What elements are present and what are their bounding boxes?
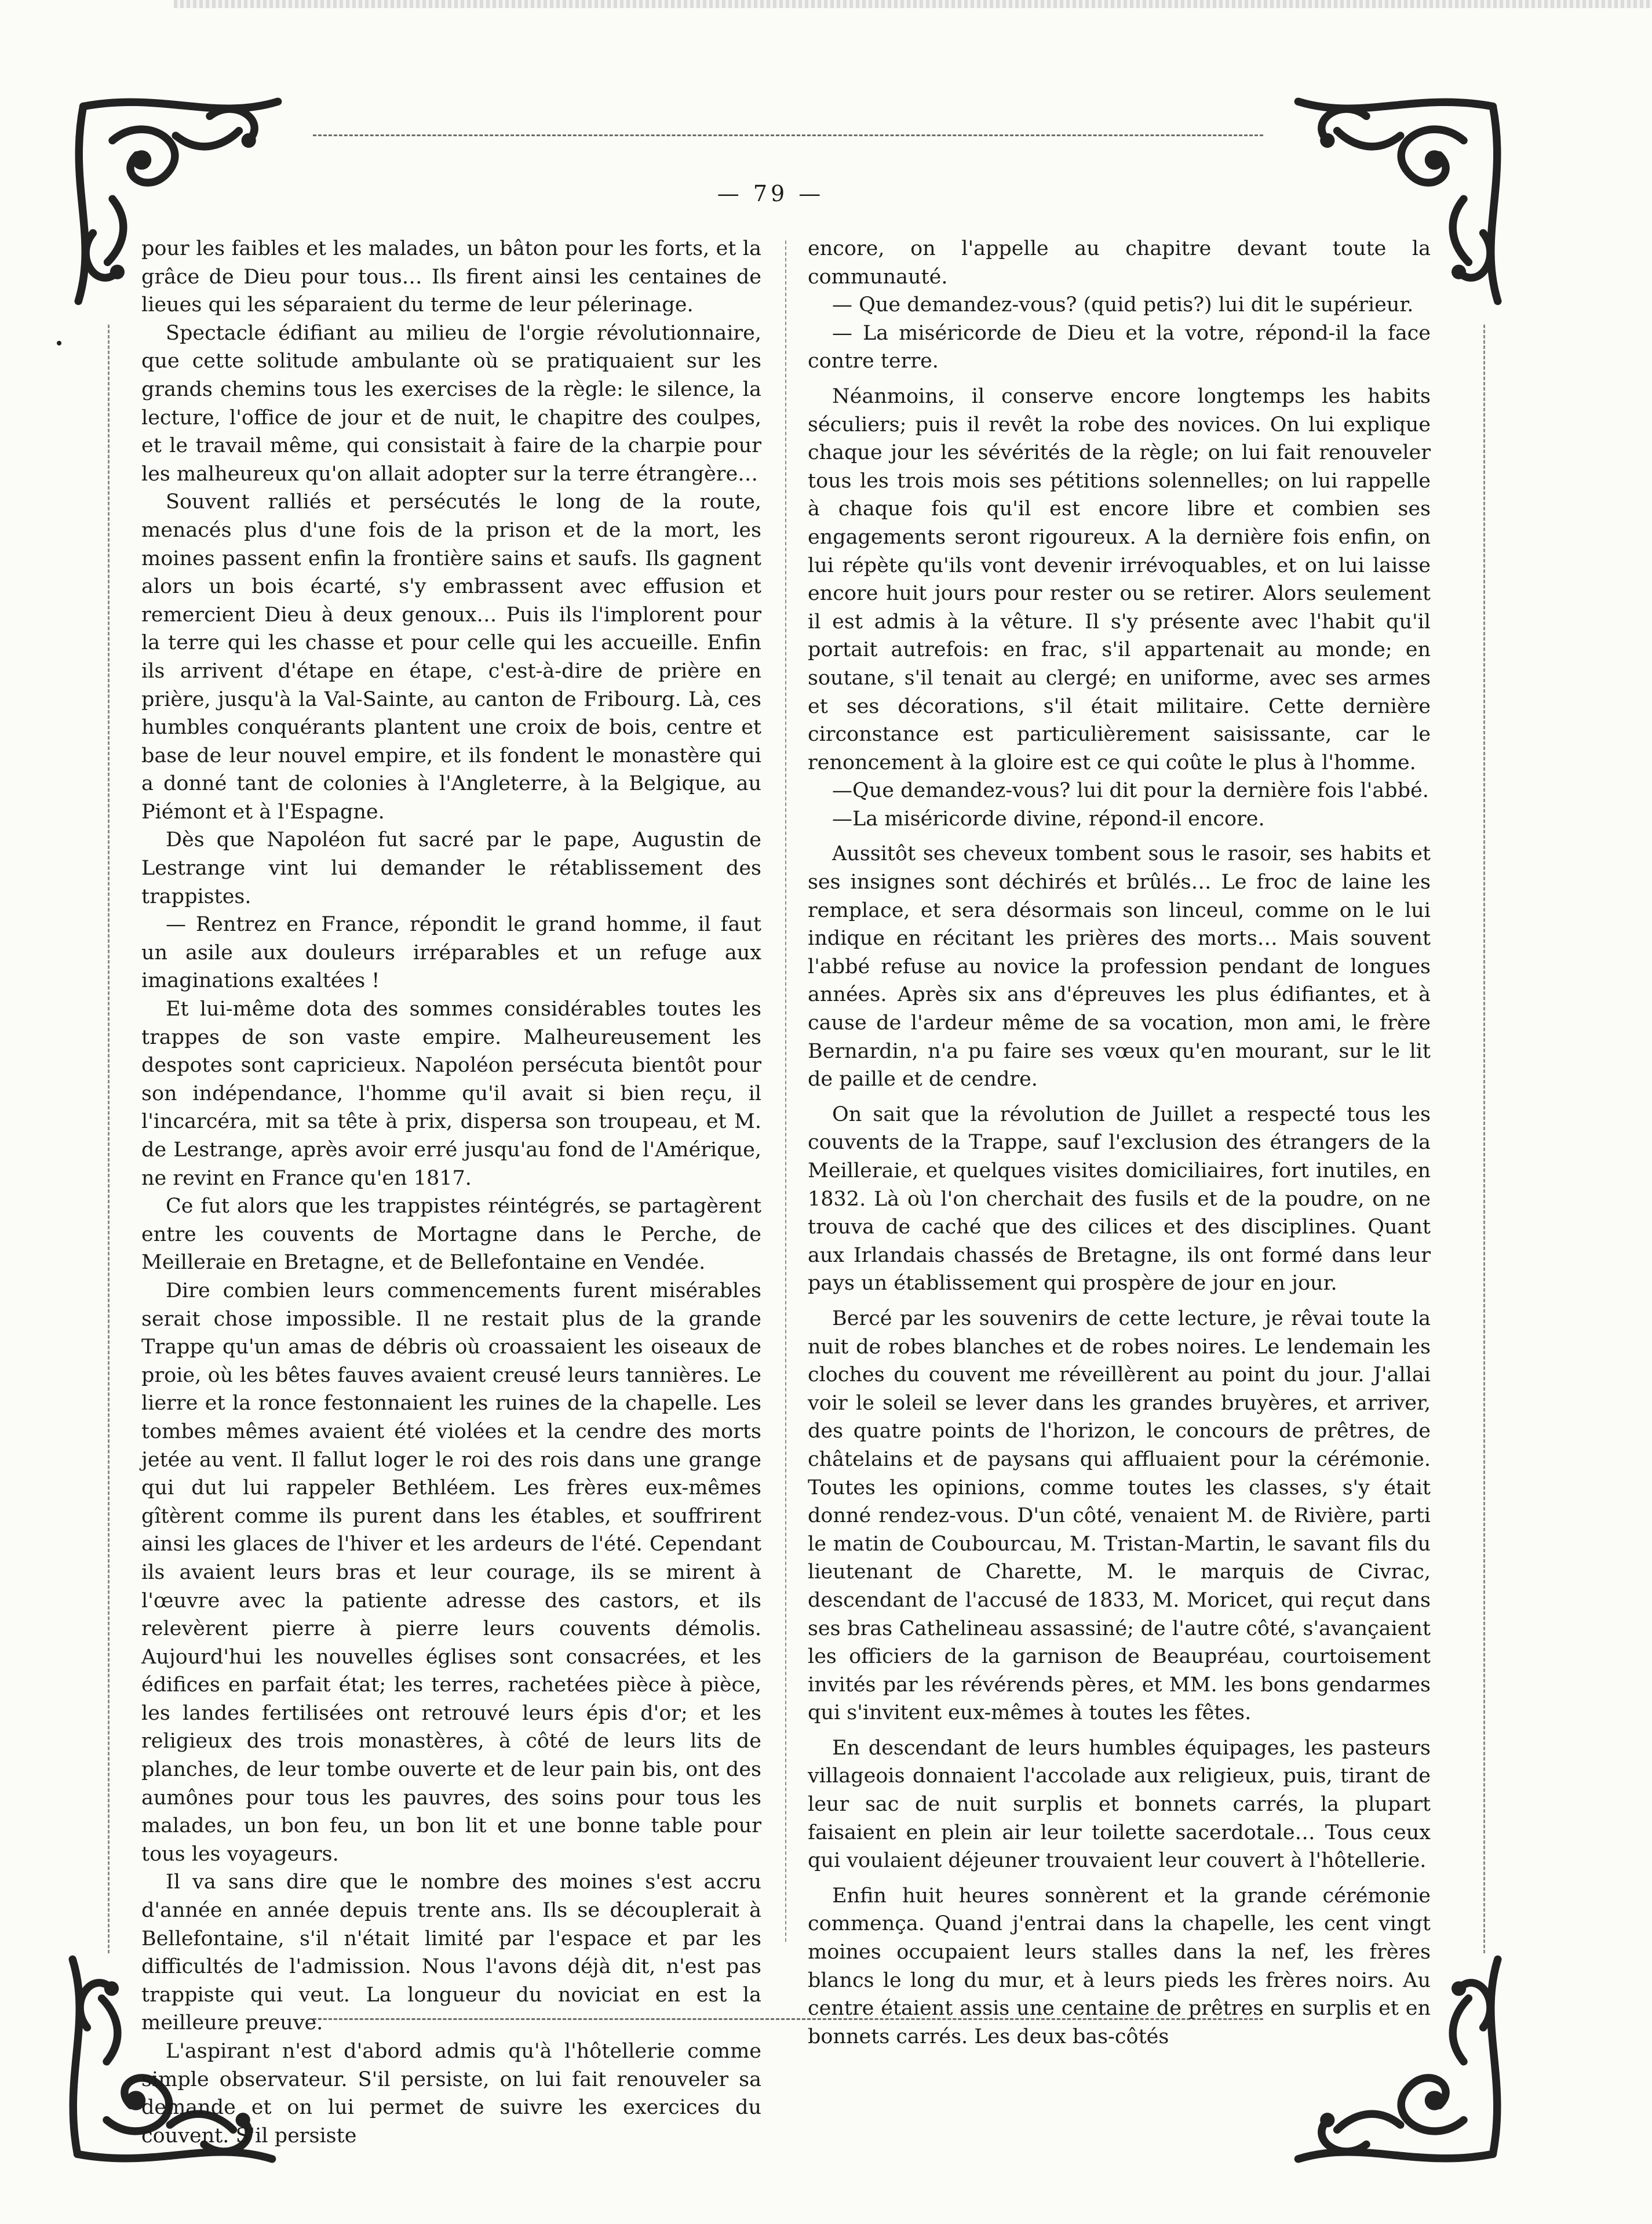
paragraph: Et lui-même dota des sommes considérables toutes les trappes de son vaste empire. Malheureusement les despotes sont capricieux. Napoléon persécuta bientôt pour son indépendance, l'homme qu'il avait si bien reçu, il l'incarcéra, mit sa tête à prix, dispersa son troupeau, et M. de Lestrange, après avoir erré jusqu'au fond de l'Amérique, ne revint en France qu'en 1817. xyxy=(141,998,761,1190)
paragraph: —Que demandez-vous? lui dit pour la dernière fois l'abbé. xyxy=(832,779,1429,803)
page-top-edge xyxy=(174,0,1652,8)
right-border-rule xyxy=(1483,325,1485,1953)
paragraph: — Que demandez-vous? (quid petis?) lui dit le supérieur. xyxy=(832,293,1414,317)
margin-mark xyxy=(57,341,61,345)
paragraph: En descendant de leurs humbles équipages, les pasteurs villageois donnaient l'accolade aux religieux, puis, tirant de leur sac de nuit surplis et bonnets carrés, la plupart faisaient en plein air leur toilette sacerdotale… Tous ceux qui voulaient déjeuner trouvaient leur couvert à l'hôtellerie. xyxy=(808,1736,1431,1873)
paragraph: — La miséricorde de Dieu et la votre, répond-il la face contre terre. xyxy=(808,321,1431,373)
paragraph: Il va sans dire que le nombre des moines s'est accru d'année en année depuis trente ans. Ils se découplerait à Bellefontaine, s'il n'était limité par l'espace et par les difficultés de l'admission. Nous l'avons déjà dit, n'est pas trappiste qui veut. La longueur du noviciat en est la meilleure preuve. xyxy=(141,1870,761,2035)
paragraph: — Rentrez en France, répondit le grand homme, il faut un asile aux douleurs irréparables et un refuge aux imaginations exaltées ! xyxy=(141,913,761,993)
text-column-right xyxy=(808,235,1431,2051)
paragraph: Ce fut alors que les trappistes réintégrés, se partagèrent entre les couvents de Mortagne dans le Perche, de Meilleraie en Bretagne, et de Bellefontaine en Vendée. xyxy=(141,1195,761,1275)
paragraph: Néanmoins, il conserve encore longtemps les habits séculiers; puis il revêt la robe des novices. On lui explique chaque jour les sévérités de la règle; on lui fait renouveler tous les trois mois ses pétitions solennelles; on lui rappelle à chaque fois qu'il est encore libre et combien ses engagements seront rigoureux. A la dernière fois enfin, on lui répète qu'ils vont devenir irrévoquables, et on lui laisse encore huit jours pour rester ou se retirer. Alors seulement il est admis à la vêture. Il s'y présente avec l'habit qu'il portait autrefois: en frac, s'il appartenait au monde; en soutane, s'il tenait au clergé; en uniforme, avec ses armes et ses décorations, s'il était militaire. Cette dernière circonstance est particulièrement saisissante, car le renoncement à la gloire est ce qui coûte le plus à l'homme. xyxy=(808,384,1431,774)
paragraph: L'aspirant n'est d'abord admis qu'à l'hôtellerie comme simple observateur. S'il persiste, on lui fait renouveler sa demande et on lui permet de suivre les exercices du couvent. S'il persiste xyxy=(141,2040,761,2147)
top-border-rule xyxy=(313,134,1263,136)
paragraph: pour les faibles et les malades, un bâton pour les forts, et la grâce de Dieu pour tous… Ils firent ainsi les centaines de lieues qui les séparaient du terme de leur pélerinage. xyxy=(141,237,761,317)
left-border-rule xyxy=(108,325,110,1953)
paragraph: Dès que Napoléon fut sacré par le pape, Augustin de Lestrange vint lui demander le rétablissement des trappistes. xyxy=(141,828,761,908)
column-divider xyxy=(785,241,786,1942)
page-number: — 79 — xyxy=(717,181,825,206)
text-column-left xyxy=(141,235,761,2150)
paragraph: —La miséricorde divine, répond-il encore. xyxy=(832,807,1265,831)
paragraph: encore, on l'appelle au chapitre devant toute la communauté. xyxy=(808,237,1431,289)
paragraph: Enfin huit heures sonnèrent et la grande cérémonie commença. Quand j'entrai dans la chapelle, les cent vingt moines occupaient leurs stalles dans la nef, les frères blancs le long du mur, et à leurs pieds les frères noirs. Au centre étaient assis une centaine de prêtres en surplis et en bonnets carrés. Les deux bas-côtés xyxy=(808,1884,1431,2048)
paragraph: Aussitôt ses cheveux tombent sous le rasoir, ses habits et ses insignes sont déchirés et brûlés… Le froc de laine les remplace, et sera désormais son linceul, comme on le lui indique en récitant les prières des morts… Mais souvent l'abbé refuse au novice la profession pendant de longues années. Après six ans d'épreuves les plus édifiantes, et à cause de l'ardeur même de sa vocation, mon ami, le frère Bernardin, n'a pu faire ses vœux qu'en mourant, sur le lit de paille et de cendre. xyxy=(808,842,1431,1091)
paragraph: Bercé par les souvenirs de cette lecture, je rêvai toute la nuit de robes blanches et de robes noires. Le lendemain les cloches du couvent me réveillèrent au point du jour. J'allai voir le soleil se lever dans les grandes bruyères, et arriver, des quatre points de l'horizon, le concours de prêtres, de châtelains et de paysans qui affluaient pour la cérémonie. Toutes les opinions, comme toutes les classes, s'y était donné rendez-vous. D'un côté, venaient M. de Rivière, parti le matin de Coubourcau, M. Tristan-Martin, le savant fils du lieutenant de Charette, M. le marquis de Civrac, descendant de l'accusé de 1833, M. Moricet, qui reçut dans ses bras Cathelineau assassiné; de l'autre côté, s'avançaient les officiers de la garnison de Beaupréau, courtoisement invités par les révérends pères, et MM. les bons gendarmes qui s'invitent eux-mêmes à toutes les fêtes. xyxy=(808,1306,1431,1725)
paragraph: Spectacle édifiant au milieu de l'orgie révolutionnaire, que cette solitude ambulante où se pratiquaient sur les grands chemins tous les exercises de la règle: le silence, la lecture, l'office de jour et de nuit, le chapitre des coulpes, et le travail même, qui consistait à faire de la charpie pour les malheureux qu'on allait adopter sur la terre étrangère… xyxy=(141,321,761,486)
paragraph: On sait que la révolution de Juillet a respecté tous les couvents de la Trappe, sauf l'exclusion des étrangers de la Meilleraie, et quelques visites domiciliaires, fort inutiles, en 1832. Là où l'on cherchait des fusils et de la poudre, on ne trouva de caché que des cilices et des disciplines. Quant aux Irlandais chassés de Bretagne, ils ont formé dans leur pays un établissement qui prospère de jour en jour. xyxy=(808,1102,1431,1295)
paragraph: Souvent ralliés et persécutés le long de la route, menacés plus d'une fois de la prison et de la mort, les moines passent enfin la frontière sains et saufs. Ils gagnent alors un bois écarté, s'y embrassent avec effusion et remercient Dieu à deux genoux… Puis ils l'implorent pour la terre qui les chasse et pour celle qui les accueille. Enfin ils arrivent d'étape en étape, c'est-à-dire de prière en prière, jusqu'à la Val-Sainte, au canton de Fribourg. Là, ces humbles conquérants plantent une croix de bois, centre et base de leur nouvel empire, et ils fondent le monastère qui a donné tant de colonies à l'Angleterre, à la Belgique, au Piémont et à l'Espagne. xyxy=(141,490,761,824)
paragraph: Dire combien leurs commencements furent misérables serait chose impossible. Il ne restait plus de la grande Trappe qu'un amas de débris où croassaient les oiseaux de proie, où les bêtes fauves avaient creusé leurs tannières. Le lierre et la ronce festonnaient les ruines de la chapelle. Les tombes mêmes avaient été violées et la cendre des morts jetée au vent. Il fallut loger le roi des rois dans une grange qui dut lui rappeler Bethléem. Les frères eux-mêmes gîtèrent comme ils purent dans les étables, et souffrirent ainsi les glaces de l'hiver et les ardeurs de l'été. Cependant ils avaient leurs bras et leur courage, ils se mirent à l'œuvre avec la patiente adresse des castors, et ils relevèrent pierre à pierre leurs couvents démolis. Aujourd'hui les nouvelles églises sont consacrées, et les édifices en parfait état; les terres, rachetées pièce à pièce, les landes fertilisées ont retrouvé leurs épis d'or; et les religieux des trois monastères, à côté de leurs lits de planches, de leur tombe ouverte et de leur pain bis, ont des aumônes pour tous les pauvres, des soins pour tous les malades, un bon feu, un bon lit et une bonne table pour tous les voyageurs. xyxy=(141,1279,761,1866)
